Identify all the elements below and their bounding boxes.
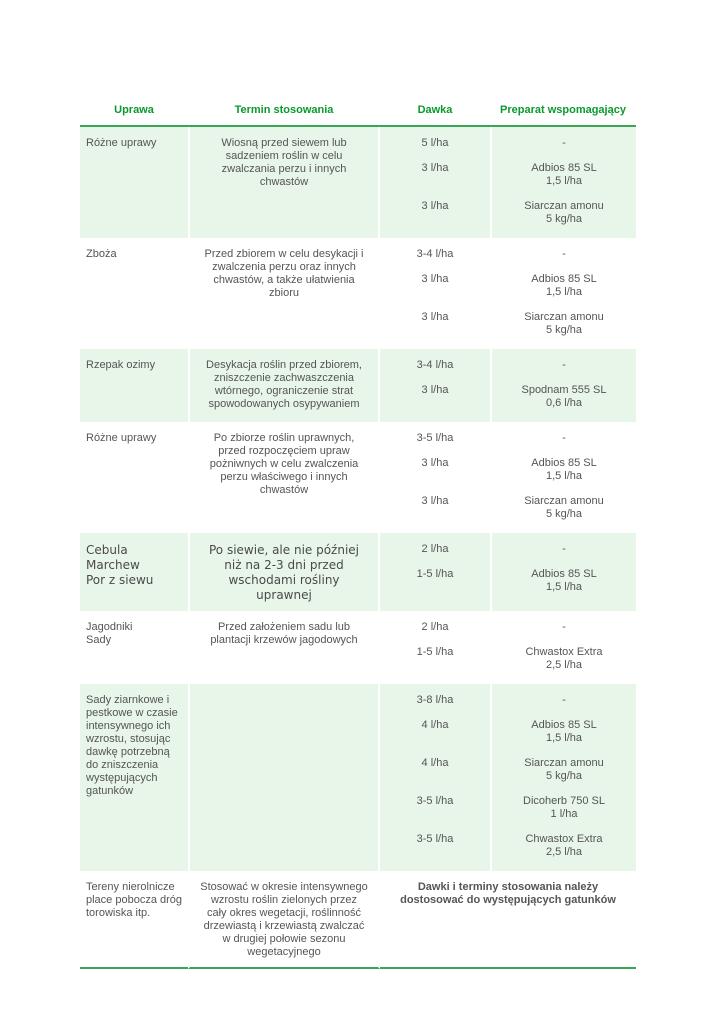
dose-value: 3 l/ha [421, 384, 449, 396]
header-term: Termin stosowania [188, 94, 380, 127]
dose-value: 3 l/ha [421, 495, 449, 507]
dose-cell [380, 684, 490, 871]
dose-cell [380, 238, 490, 349]
prep-value: Spodnam 555 SL 0,6 l/ha [521, 384, 607, 409]
table-row [80, 684, 636, 871]
prep-cell [490, 533, 636, 611]
dose-value: 4 l/ha [421, 757, 449, 769]
prep-cell [490, 238, 636, 349]
crop-cell: Cebula Marchew Por z siewu [80, 533, 188, 611]
prep-value: Adbios 85 SL 1,5 l/ha [531, 568, 597, 593]
dose-value: 2 l/ha [421, 543, 449, 555]
dose-cell [380, 127, 490, 238]
dose-cell [380, 533, 490, 611]
dose-value: 3-5 l/ha [416, 833, 454, 845]
prep-value: Siarczan amonu 5 kg/ha [524, 200, 604, 225]
table-row [80, 871, 636, 969]
dose-value: 1-5 l/ha [416, 568, 454, 580]
crop-cell: Zboża [86, 248, 117, 260]
crop-cell: Tereny nierolnicze place pobocza dróg torowiska itp. [80, 871, 188, 969]
prep-value: Adbios 85 SL 1,5 l/ha [531, 162, 597, 187]
prep-value: - [562, 432, 566, 444]
prep-cell [490, 349, 636, 422]
dose-value: 3 l/ha [421, 200, 449, 212]
term-cell: Przed założeniem sadu lub plantacji krzewów jagodowych [188, 611, 380, 684]
term-cell: Desykacja roślin przed zbiorem, zniszczenie zachwaszczenia wtórnego, ograniczenie strat spowodowanych osypywaniem [188, 349, 380, 422]
dose-value: 3 l/ha [421, 311, 449, 323]
dose-cell [380, 422, 490, 533]
dose-value: 2 l/ha [421, 621, 449, 633]
dose-value: 3-8 l/ha [416, 694, 454, 706]
note-cell: Dawki i terminy stosowania należy dostosować do występujących gatunków [380, 871, 636, 969]
crop-cell: Różne uprawy [86, 432, 157, 444]
table-row [80, 533, 636, 611]
prep-value: Siarczan amonu 5 kg/ha [524, 757, 604, 782]
prep-value: - [562, 248, 566, 260]
dose-value: 3-5 l/ha [416, 432, 454, 444]
prep-value: - [562, 694, 566, 706]
table-header-row [80, 94, 636, 127]
herbicide-dosage-table [80, 94, 636, 969]
prep-value: Siarczan amonu 5 kg/ha [524, 311, 604, 336]
prep-value: - [562, 359, 566, 371]
term-cell: Stosować w okresie intensywnego wzrostu roślin zielonych przez cały okres wegetacji, roślinność drzewiastą i krzewiastą zwalczać w drugiej połowie sezonu wegetacyjnego [188, 871, 380, 969]
prep-value: Adbios 85 SL 1,5 l/ha [531, 719, 597, 744]
prep-value: Adbios 85 SL 1,5 l/ha [531, 457, 597, 482]
table-row [80, 349, 636, 422]
dose-value: 3-4 l/ha [416, 248, 454, 260]
header-dose: Dawka [380, 94, 490, 127]
term-cell: Wiosną przed siewem lub sadzeniem roślin w celu zwalczania perzu i innych chwastów [188, 127, 380, 238]
dose-value: 5 l/ha [421, 137, 449, 149]
dose-value: 4 l/ha [421, 719, 449, 731]
prep-value: - [562, 137, 566, 149]
prep-value: - [562, 543, 566, 555]
prep-value: - [562, 621, 566, 633]
table-row [80, 422, 636, 533]
crop-cell: Różne uprawy [80, 127, 188, 238]
dose-cell [380, 611, 490, 684]
prep-cell [490, 127, 636, 238]
table-row [80, 611, 636, 684]
prep-cell [490, 422, 636, 533]
dose-value: 3 l/ha [421, 273, 449, 285]
table-row [80, 238, 636, 349]
crop-cell: Sady ziarnkowe i pestkowe w czasie intensywnego ich wzrostu, stosując dawkę potrzebną do zniszczenia występujących gatunków [80, 684, 188, 871]
header-crop: Uprawa [80, 94, 188, 127]
term-cell [188, 684, 380, 871]
prep-value: Chwastox Extra 2,5 l/ha [525, 646, 603, 671]
prep-value: Siarczan amonu 5 kg/ha [524, 495, 604, 520]
dose-value: 3 l/ha [421, 457, 449, 469]
dose-value: 1-5 l/ha [416, 646, 454, 658]
prep-value: Adbios 85 SL 1,5 l/ha [531, 273, 597, 298]
crop-cell: Jagodniki Sady [86, 621, 133, 646]
prep-value: Dicoherb 750 SL 1 l/ha [523, 795, 605, 820]
dose-value: 3-5 l/ha [416, 795, 454, 807]
dose-cell [380, 349, 490, 422]
header-prep: Preparat wspomagający [490, 94, 636, 127]
prep-cell [490, 611, 636, 684]
dose-value: 3 l/ha [421, 162, 449, 174]
dose-value: 3-4 l/ha [416, 359, 454, 371]
table-row [80, 127, 636, 238]
prep-value: Chwastox Extra 2,5 l/ha [525, 833, 603, 858]
crop-cell: Rzepak ozimy [80, 349, 188, 422]
term-cell: Po zbiorze roślin uprawnych, przed rozpoczęciem upraw pożniwnych w celu zwalczenia perzu właściwego i innych chwastów [188, 422, 380, 533]
term-cell: Przed zbiorem w celu desykacji i zwalczenia perzu oraz innych chwastów, a także ułatwienia zbioru [188, 238, 380, 349]
term-cell: Po siewie, ale nie później niż na 2-3 dni przed wschodami rośliny uprawnej [188, 533, 380, 611]
prep-cell [490, 684, 636, 871]
